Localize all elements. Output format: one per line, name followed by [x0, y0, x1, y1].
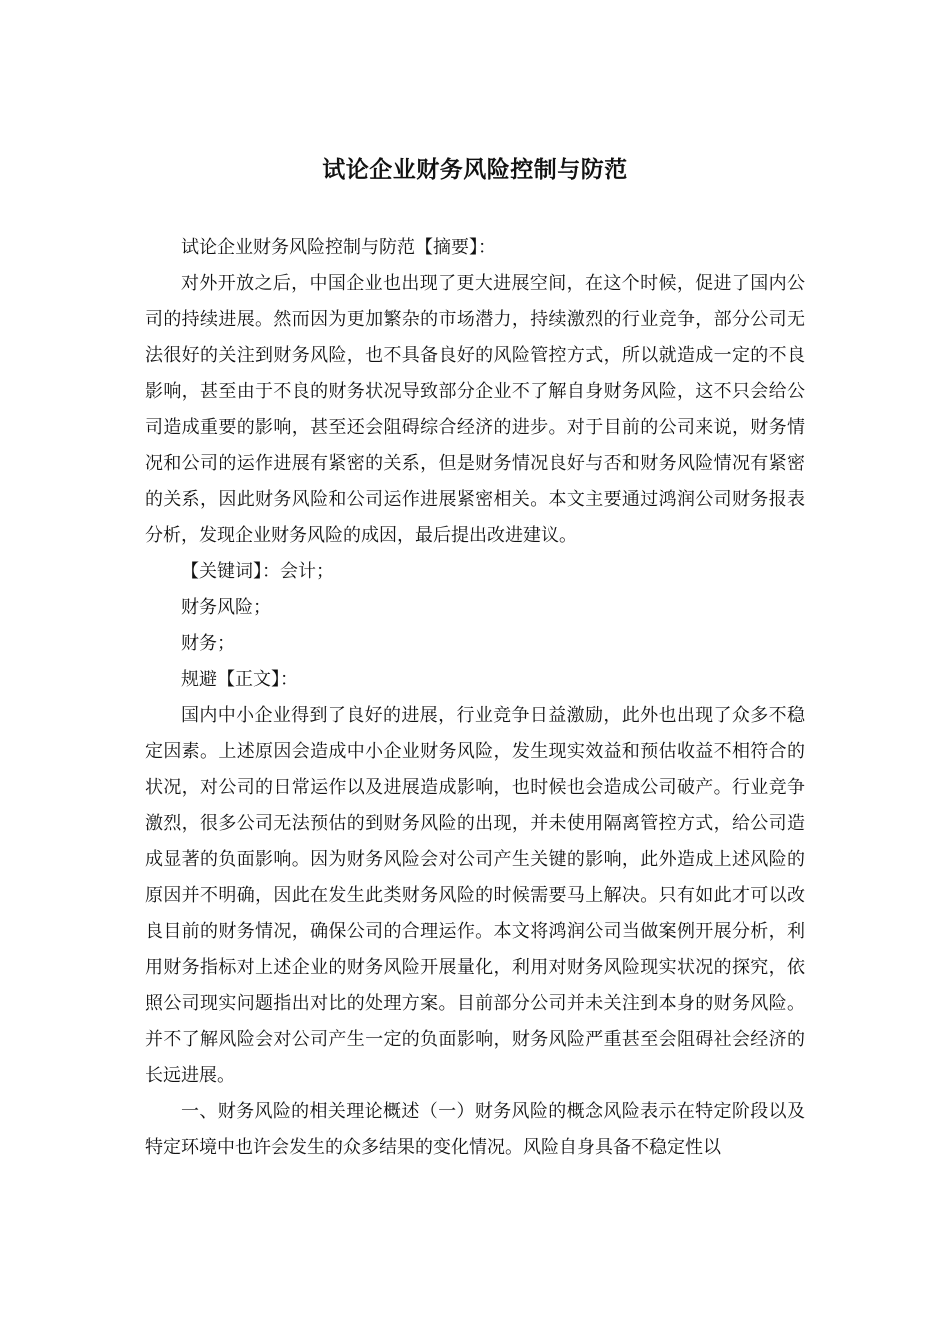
keyword-financial-risk: 财务风险； — [181, 597, 271, 618]
document-body — [145, 230, 805, 1166]
body-paragraph: 国内中小企业得到了良好的进展，行业竞争日益激励，此外也出现了众多不稳定因素。上述原因会造成中小企业财务风险，发生现实效益和预估收益不相符合的状况，对公司的日常运作以及进展造成影响，也时候也会造成公司破产。行业竞争激烈，很多公司无法预估的到财务风险的出现，并未使用隔离管控方式，给公司造成显著的负面影响。因为财务风险会对公司产生关键的影响，此外造成上述风险的原因并不明确，因此在发生此类财务风险的时候需要马上解决。只有如此才可以改良目前的财务情况，确保公司的合理运作。本文将鸿润公司当做案例开展分析，利用财务指标对上述企业的财务风险开展量化，利用对财务风险现实状况的探究，依照公司现实问题指出对比的处理方案。目前部分公司并未关注到本身的财务风险。并不了解风险会对公司产生一定的负面影响，财务风险严重甚至会阻碍社会经济的长远进展。 — [145, 705, 805, 1086]
body-heading: 规避【正文】： — [181, 669, 298, 690]
keyword-finance: 财务； — [181, 633, 235, 654]
abstract-paragraph: 对外开放之后，中国企业也出现了更大进展空间，在这个时候，促进了国内公司的持续进展。然而因为更加繁杂的市场潜力，持续激烈的行业竞争，部分公司无法很好的关注到财务风险，也不具备良好的风险管控方式，所以就造成一定的不良影响，甚至由于不良的财务状况导致部分企业不了解自身财务风险，这不只会给公司造成重要的影响，甚至还会阻碍综合经济的进步。对于目前的公司来说，财务情况和公司的运作进展有紧密的关系，但是财务情况良好与否和财务风险情况有紧密的关系，因此财务风险和公司运作进展紧密相关。本文主要通过鸿润公司财务报表分析，发现企业财务风险的成因，最后提出改进建议。 — [145, 273, 805, 546]
document-title: 试论企业财务风险控制与防范 — [322, 156, 628, 183]
keywords-line: 【关键词】：会计； — [181, 561, 334, 582]
section-one-paragraph: 一、财务风险的相关理论概述（一）财务风险的概念风险表示在特定阶段以及特定环境中也许会发生的众多结果的变化情况。风险自身具备不稳定性以 — [145, 1101, 805, 1158]
abstract-heading: 试论企业财务风险控制与防范【摘要】： — [181, 237, 496, 258]
